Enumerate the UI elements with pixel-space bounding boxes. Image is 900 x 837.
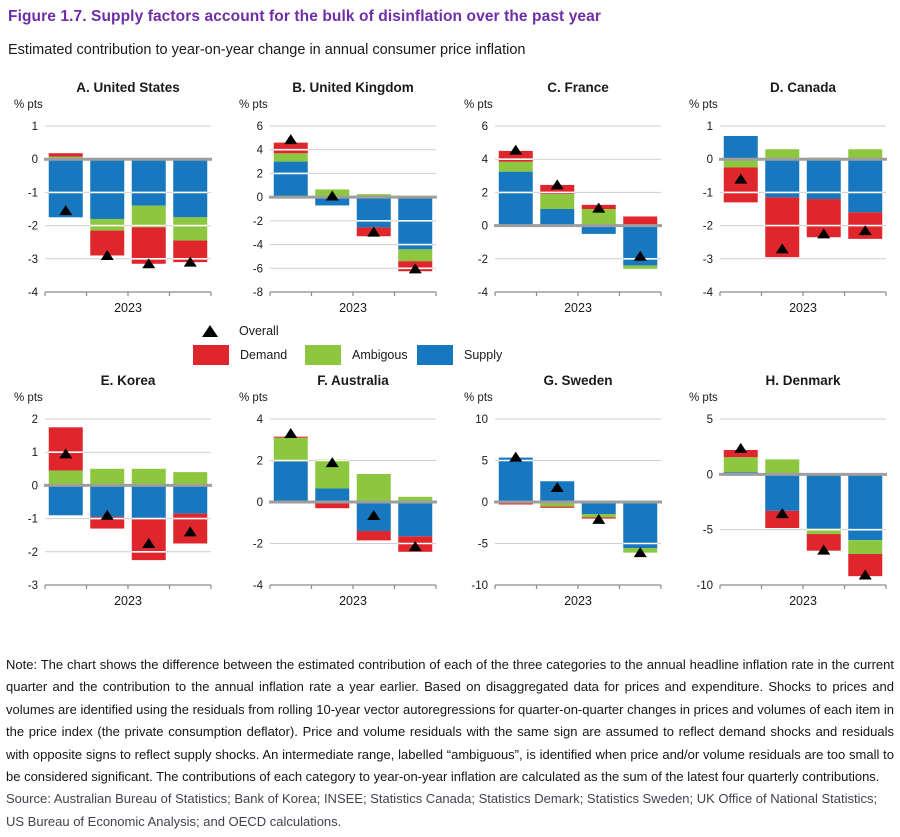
- y-tick-label: 6: [256, 121, 263, 133]
- bar-segment-supply: [623, 502, 657, 548]
- bar-segment-ambiguous: [173, 217, 207, 240]
- legend-series-row: [193, 343, 900, 367]
- bar-segment-demand: [274, 143, 308, 154]
- bar-segment-ambiguous: [90, 219, 124, 231]
- figure-title: Figure 1.7. Supply factors account for the bulk of disinflation over the past year: [8, 8, 601, 25]
- y-tick-label: 5: [706, 414, 713, 426]
- bar-segment-supply: [807, 474, 841, 528]
- panel-E-chart: [0, 367, 225, 617]
- bar-segment-supply: [540, 209, 574, 226]
- bar-segment-ambiguous: [274, 438, 308, 462]
- x-axis-label: 2023: [114, 301, 142, 314]
- y-tick-label: -4: [702, 287, 713, 299]
- panel-H: [675, 367, 900, 622]
- bar-segment-ambiguous: [90, 469, 124, 486]
- y-tick-label: -4: [252, 580, 263, 592]
- y-unit-label: % pts: [239, 392, 268, 404]
- bar-segment-demand: [357, 531, 391, 540]
- bar-segment-supply: [848, 159, 882, 212]
- y-tick-label: -4: [27, 287, 38, 299]
- y-tick-label: -2: [27, 220, 38, 233]
- y-unit-label: % pts: [464, 392, 493, 404]
- panel-D: [675, 74, 900, 319]
- y-tick-label: 0: [706, 469, 713, 482]
- y-tick-label: 4: [481, 154, 488, 167]
- y-tick-label: 0: [31, 480, 38, 493]
- bar-segment-supply: [173, 159, 207, 217]
- panel-E: [0, 367, 225, 622]
- x-axis-label: 2023: [564, 301, 592, 314]
- y-tick-label: -4: [252, 239, 263, 252]
- bar-segment-demand: [724, 168, 758, 203]
- y-unit-label: % pts: [14, 392, 43, 404]
- panel-G: [450, 367, 675, 622]
- y-tick-label: 2: [256, 168, 263, 181]
- panel-H-chart: [675, 367, 900, 617]
- bar-segment-ambiguous: [132, 206, 166, 228]
- y-tick-label: -2: [27, 546, 38, 559]
- x-axis-label: 2023: [339, 594, 367, 608]
- y-tick-label: -3: [702, 253, 713, 266]
- y-tick-label: -2: [252, 538, 263, 551]
- bar-segment-supply: [357, 197, 391, 227]
- charts-row-1: [0, 74, 900, 319]
- bar-segment-supply: [132, 159, 166, 205]
- bar-segment-supply: [398, 502, 432, 536]
- bar-segment-demand: [540, 507, 574, 508]
- bar-segment-ambiguous: [724, 457, 758, 472]
- legend-demand-label: Demand: [240, 348, 288, 362]
- supply-swatch-icon: [417, 345, 453, 365]
- legend: [193, 321, 900, 367]
- overall-marker: [509, 145, 522, 155]
- y-tick-label: 0: [481, 497, 488, 509]
- panel-A: [0, 74, 225, 319]
- x-axis-label: 2023: [564, 594, 592, 608]
- x-axis-label: 2023: [114, 594, 142, 608]
- panel-F: [225, 367, 450, 622]
- y-tick-label: 0: [706, 154, 713, 167]
- panel-title: D. Canada: [769, 80, 837, 95]
- legend-item-supply: [417, 345, 516, 365]
- panel-title: F. Australia: [317, 373, 389, 388]
- y-tick-label: 0: [256, 192, 263, 205]
- y-tick-label: 4: [256, 414, 263, 426]
- bar-segment-ambiguous: [848, 540, 882, 554]
- panel-title: B. United Kingdom: [292, 80, 414, 95]
- bar-segment-ambiguous: [398, 249, 432, 261]
- y-tick-label: 6: [481, 121, 488, 133]
- x-axis-label: 2023: [789, 594, 817, 608]
- bar-segment-ambiguous: [499, 162, 533, 172]
- y-tick-label: 2: [256, 455, 263, 468]
- bar-segment-ambiguous: [623, 265, 657, 268]
- bar-segment-supply: [499, 458, 533, 502]
- legend-overall-label: Overall: [239, 324, 279, 338]
- panel-D-chart: [675, 74, 900, 314]
- y-tick-label: 10: [475, 414, 488, 426]
- bar-segment-supply: [274, 462, 308, 502]
- bar-segment-ambiguous: [173, 472, 207, 485]
- y-tick-label: -2: [702, 220, 713, 233]
- bar-segment-supply: [173, 485, 207, 513]
- overall-marker: [284, 134, 297, 144]
- y-tick-label: -3: [27, 580, 38, 592]
- bar-segment-supply: [90, 159, 124, 219]
- panel-title: H. Denmark: [765, 373, 841, 388]
- panel-title: C. France: [547, 80, 609, 95]
- bar-segment-ambiguous: [540, 194, 574, 209]
- legend-supply-label: Supply: [464, 348, 503, 362]
- y-tick-label: 0: [256, 497, 263, 509]
- panel-title: A. United States: [76, 80, 180, 95]
- bar-segment-supply: [49, 485, 83, 515]
- y-unit-label: % pts: [689, 99, 718, 111]
- y-tick-label: -5: [702, 524, 713, 537]
- y-tick-label: -6: [252, 263, 263, 276]
- overall-triangle-icon: [202, 325, 218, 337]
- ambiguous-swatch-icon: [305, 345, 341, 365]
- bar-segment-ambiguous: [132, 469, 166, 486]
- bar-segment-supply: [132, 485, 166, 518]
- y-tick-label: 0: [481, 220, 488, 233]
- y-tick-label: -1: [27, 513, 38, 526]
- panel-title: E. Korea: [100, 373, 156, 388]
- x-axis-label: 2023: [339, 301, 367, 314]
- y-tick-label: -1: [702, 187, 713, 200]
- bar-segment-supply: [765, 474, 799, 511]
- bar-segment-ambiguous: [765, 459, 799, 474]
- bar-segment-supply: [274, 162, 308, 198]
- y-unit-label: % pts: [239, 99, 268, 111]
- y-tick-label: 2: [31, 414, 38, 426]
- y-tick-label: -1: [27, 187, 38, 200]
- overall-marker: [509, 452, 522, 462]
- y-unit-label: % pts: [464, 99, 493, 111]
- y-tick-label: 5: [481, 455, 488, 468]
- y-unit-label: % pts: [14, 99, 43, 111]
- figure-subtitle: Estimated contribution to year-on-year change in annual consumer price inflation: [8, 42, 526, 58]
- bar-segment-supply: [582, 502, 616, 514]
- charts-row-2: [0, 367, 900, 622]
- y-tick-label: -3: [27, 253, 38, 266]
- bar-segment-ambiguous: [274, 153, 308, 161]
- bar-segment-ambiguous: [49, 470, 83, 485]
- y-tick-label: -2: [252, 215, 263, 228]
- y-tick-label: 1: [31, 447, 38, 460]
- bar-segment-supply: [398, 197, 432, 249]
- x-axis-label: 2023: [789, 301, 817, 314]
- y-tick-label: 4: [256, 144, 263, 157]
- y-tick-label: -4: [477, 287, 488, 299]
- legend-item-demand: [193, 345, 292, 365]
- y-tick-label: 0: [31, 154, 38, 167]
- y-tick-label: -10: [696, 580, 713, 592]
- panel-title: G. Sweden: [543, 373, 613, 388]
- panel-G-chart: [450, 367, 675, 617]
- y-tick-label: 1: [31, 121, 38, 133]
- y-unit-label: % pts: [689, 392, 718, 404]
- panel-B-chart: [225, 74, 450, 314]
- y-tick-label: 1: [706, 121, 713, 133]
- panel-C-chart: [450, 74, 675, 314]
- bar-segment-ambiguous: [357, 474, 391, 502]
- bar-segment-supply: [724, 136, 758, 159]
- y-tick-label: -2: [477, 253, 488, 266]
- legend-ambiguous-label: Ambigous: [352, 348, 408, 362]
- overall-marker: [551, 179, 564, 189]
- y-tick-label: 2: [481, 187, 488, 200]
- overall-marker: [284, 428, 297, 438]
- panel-B: [225, 74, 450, 319]
- bar-segment-demand: [49, 153, 83, 156]
- panel-A-chart: [0, 74, 225, 314]
- source-text: Source: Australian Bureau of Statistics; Bank of Korea; INSEE; Statistics Canada; Statistics Demark; Statistics Sweden; UK Office of National Statistics; US Bureau of Economic Analysis; and OECD calculations.: [6, 791, 878, 829]
- y-tick-label: -10: [471, 580, 488, 592]
- bar-segment-supply: [315, 489, 349, 502]
- bar-segment-supply: [499, 172, 533, 226]
- legend-item-ambiguous: [305, 345, 408, 365]
- y-tick-label: -5: [477, 538, 488, 551]
- note-text: Note: The chart shows the difference between the estimated contribution of each of the three categories to the annual headline inflation rate in the current quarter and the contribution to the annual inflation rate a year earlier. Based on disaggregated data for prices and expenditure. Shocks to prices and volumes are identified using the residuals from rolling 10-year vector autoregressions for quarter-on-quarter changes in prices and volumes of each item in the price index (the private consumption deflator). Price and volume residuals with the same sign are assumed to reflect demand shocks and residuals with opposite signs to reflect supply shocks. An intermediate range, labelled “ambiguous”, is identified when price and/or volume residuals are too small to be considered significant. The contributions of each category to year-on-year inflation are calculated as the sum of the latest four quarterly contributions.: [6, 657, 894, 785]
- legend-overall-row: [202, 321, 900, 341]
- panel-C: [450, 74, 675, 319]
- panel-F-chart: [225, 367, 450, 617]
- y-tick-label: -8: [252, 287, 263, 299]
- overall-marker: [734, 443, 747, 453]
- demand-swatch-icon: [193, 345, 229, 365]
